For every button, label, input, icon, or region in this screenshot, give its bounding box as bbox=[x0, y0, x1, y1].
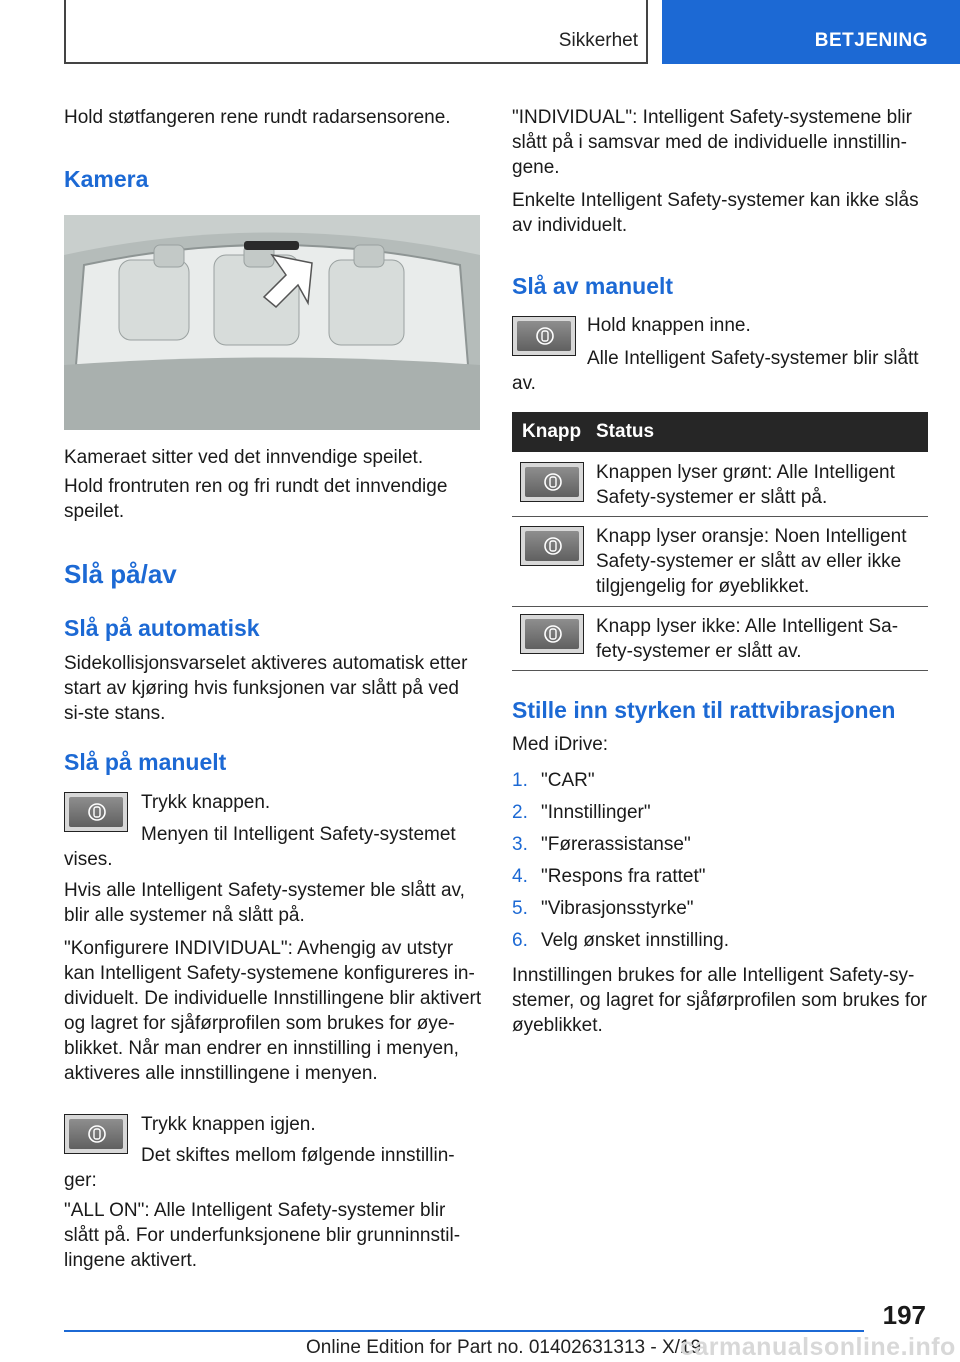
step-number: 4. bbox=[512, 866, 528, 887]
safety-car-icon bbox=[543, 624, 563, 644]
table-divider bbox=[512, 606, 928, 607]
step-text: Velg ønsket innstilling. bbox=[541, 930, 729, 951]
step-text: "Vibrasjonsstyrke" bbox=[541, 898, 694, 919]
step-number: 5. bbox=[512, 898, 528, 919]
camera-heading: Kamera bbox=[64, 166, 149, 192]
final-text: Innstillingen brukes for alle Intelligent Safety-sy-stemer, og lagret for sjåførprofilen som brukes for øyeblikket. bbox=[512, 965, 927, 1036]
step-text: "Førerassistanse" bbox=[541, 834, 691, 855]
step-number: 1. bbox=[512, 770, 528, 791]
switch-between-text: Det skiftes mellom følgende innstillin-ger: bbox=[64, 1145, 455, 1191]
table-row: Knappen lyser grønt: Alle Intelligent Safety-systemer er slått på. bbox=[596, 462, 895, 508]
auto-text: Sidekollisjonsvarselet aktiveres automatisk etter start av kjøring hvis funksjonen var slått på ved si-ste stans. bbox=[64, 653, 468, 724]
manual-heading: Slå på manuelt bbox=[64, 749, 227, 775]
chapter-tab-label: BETJENING bbox=[814, 30, 928, 51]
press-button-text: Trykk knappen. bbox=[141, 792, 271, 813]
camera-text-1: Kameraet sitter ved det innvendige speilet. bbox=[64, 447, 424, 468]
edition-text: Online Edition for Part no. 01402631313 - X/19 bbox=[306, 1337, 702, 1358]
table-row: Knapp lyser ikke: Alle Intelligent Sa-fety-systemer er slått av. bbox=[596, 616, 899, 662]
step-text: "Innstillinger" bbox=[541, 802, 651, 823]
safety-car-icon bbox=[543, 536, 563, 556]
step-text: "CAR" bbox=[541, 770, 595, 791]
camera-text-2: Hold frontruten ren og fri rundt det innvendige speilet. bbox=[64, 476, 448, 522]
if-all-off-text: Hvis alle Intelligent Safety-systemer ble slått av, blir alle systemer nå slått på. bbox=[64, 880, 465, 926]
status-table-header bbox=[512, 412, 928, 452]
menu-shown-text: Menyen til Intelligent Safety-systemet vises. bbox=[64, 824, 456, 870]
configure-text: "Konfigurere INDIVIDUAL": Avhengig av utstyr kan Intelligent Safety-systemene konfigureres in-dividuelt. De individuelle Innstillingene blir aktivert og lagret for sjåførprofilen som brukes for øye-blikket. Når man endrer en innstilling i menyen, aktiveres alle innstillingene i menyen. bbox=[64, 938, 482, 1084]
all-on-text: "ALL ON": Alle Intelligent Safety-systemer blir slått på. For underfunksjonene blir grunninnstil-lingene aktivert. bbox=[64, 1200, 461, 1271]
safety-car-icon bbox=[543, 472, 563, 492]
footer-rule bbox=[64, 1330, 864, 1332]
camera-illustration bbox=[64, 215, 480, 430]
chapter-tab bbox=[662, 0, 960, 64]
hold-button-text: Hold knappen inne. bbox=[587, 315, 751, 336]
onoff-heading: Slå på/av bbox=[64, 559, 177, 589]
vibration-heading: Stille inn styrken til rattvibrasjonen bbox=[512, 697, 896, 723]
auto-heading: Slå på automatisk bbox=[64, 615, 260, 641]
safety-car-icon bbox=[87, 802, 107, 822]
table-divider bbox=[512, 516, 928, 517]
table-divider bbox=[512, 670, 928, 671]
step-number: 6. bbox=[512, 930, 528, 951]
table-button-green bbox=[520, 462, 584, 502]
page-number: 197 bbox=[882, 1300, 926, 1330]
off-heading: Slå av manuelt bbox=[512, 273, 674, 299]
all-off-text: Alle Intelligent Safety-systemer blir slått av. bbox=[512, 348, 919, 394]
table-button-off bbox=[520, 614, 584, 654]
table-col-button: Knapp bbox=[522, 421, 582, 442]
step-number: 3. bbox=[512, 834, 528, 855]
intro-text: Hold støtfangeren rene rundt radarsensorene. bbox=[64, 107, 451, 128]
table-col-status: Status bbox=[596, 421, 655, 442]
safety-car-icon bbox=[535, 326, 555, 346]
cannot-off-text: Enkelte Intelligent Safety-systemer kan ikke slås av individuelt. bbox=[512, 190, 919, 236]
safety-car-icon bbox=[87, 1124, 107, 1144]
watermark: carmanualsonline.info bbox=[680, 1333, 956, 1361]
table-button-orange bbox=[520, 526, 584, 566]
idrive-text: Med iDrive: bbox=[512, 734, 609, 755]
section-title: Sikkerhet bbox=[558, 30, 638, 51]
step-text: "Respons fra rattet" bbox=[541, 866, 706, 887]
table-row: Knapp lyser oransje: Noen Intelligent Safety-systemer er slått av eller ikke tilgjengelig for øyeblikket. bbox=[596, 526, 907, 597]
step-number: 2. bbox=[512, 802, 528, 823]
press-again-text: Trykk knappen igjen. bbox=[141, 1114, 316, 1135]
individual-text: "INDIVIDUAL": Intelligent Safety-systemene blir slått på i samsvar med de individuelle innstillin-gene. bbox=[512, 107, 912, 178]
